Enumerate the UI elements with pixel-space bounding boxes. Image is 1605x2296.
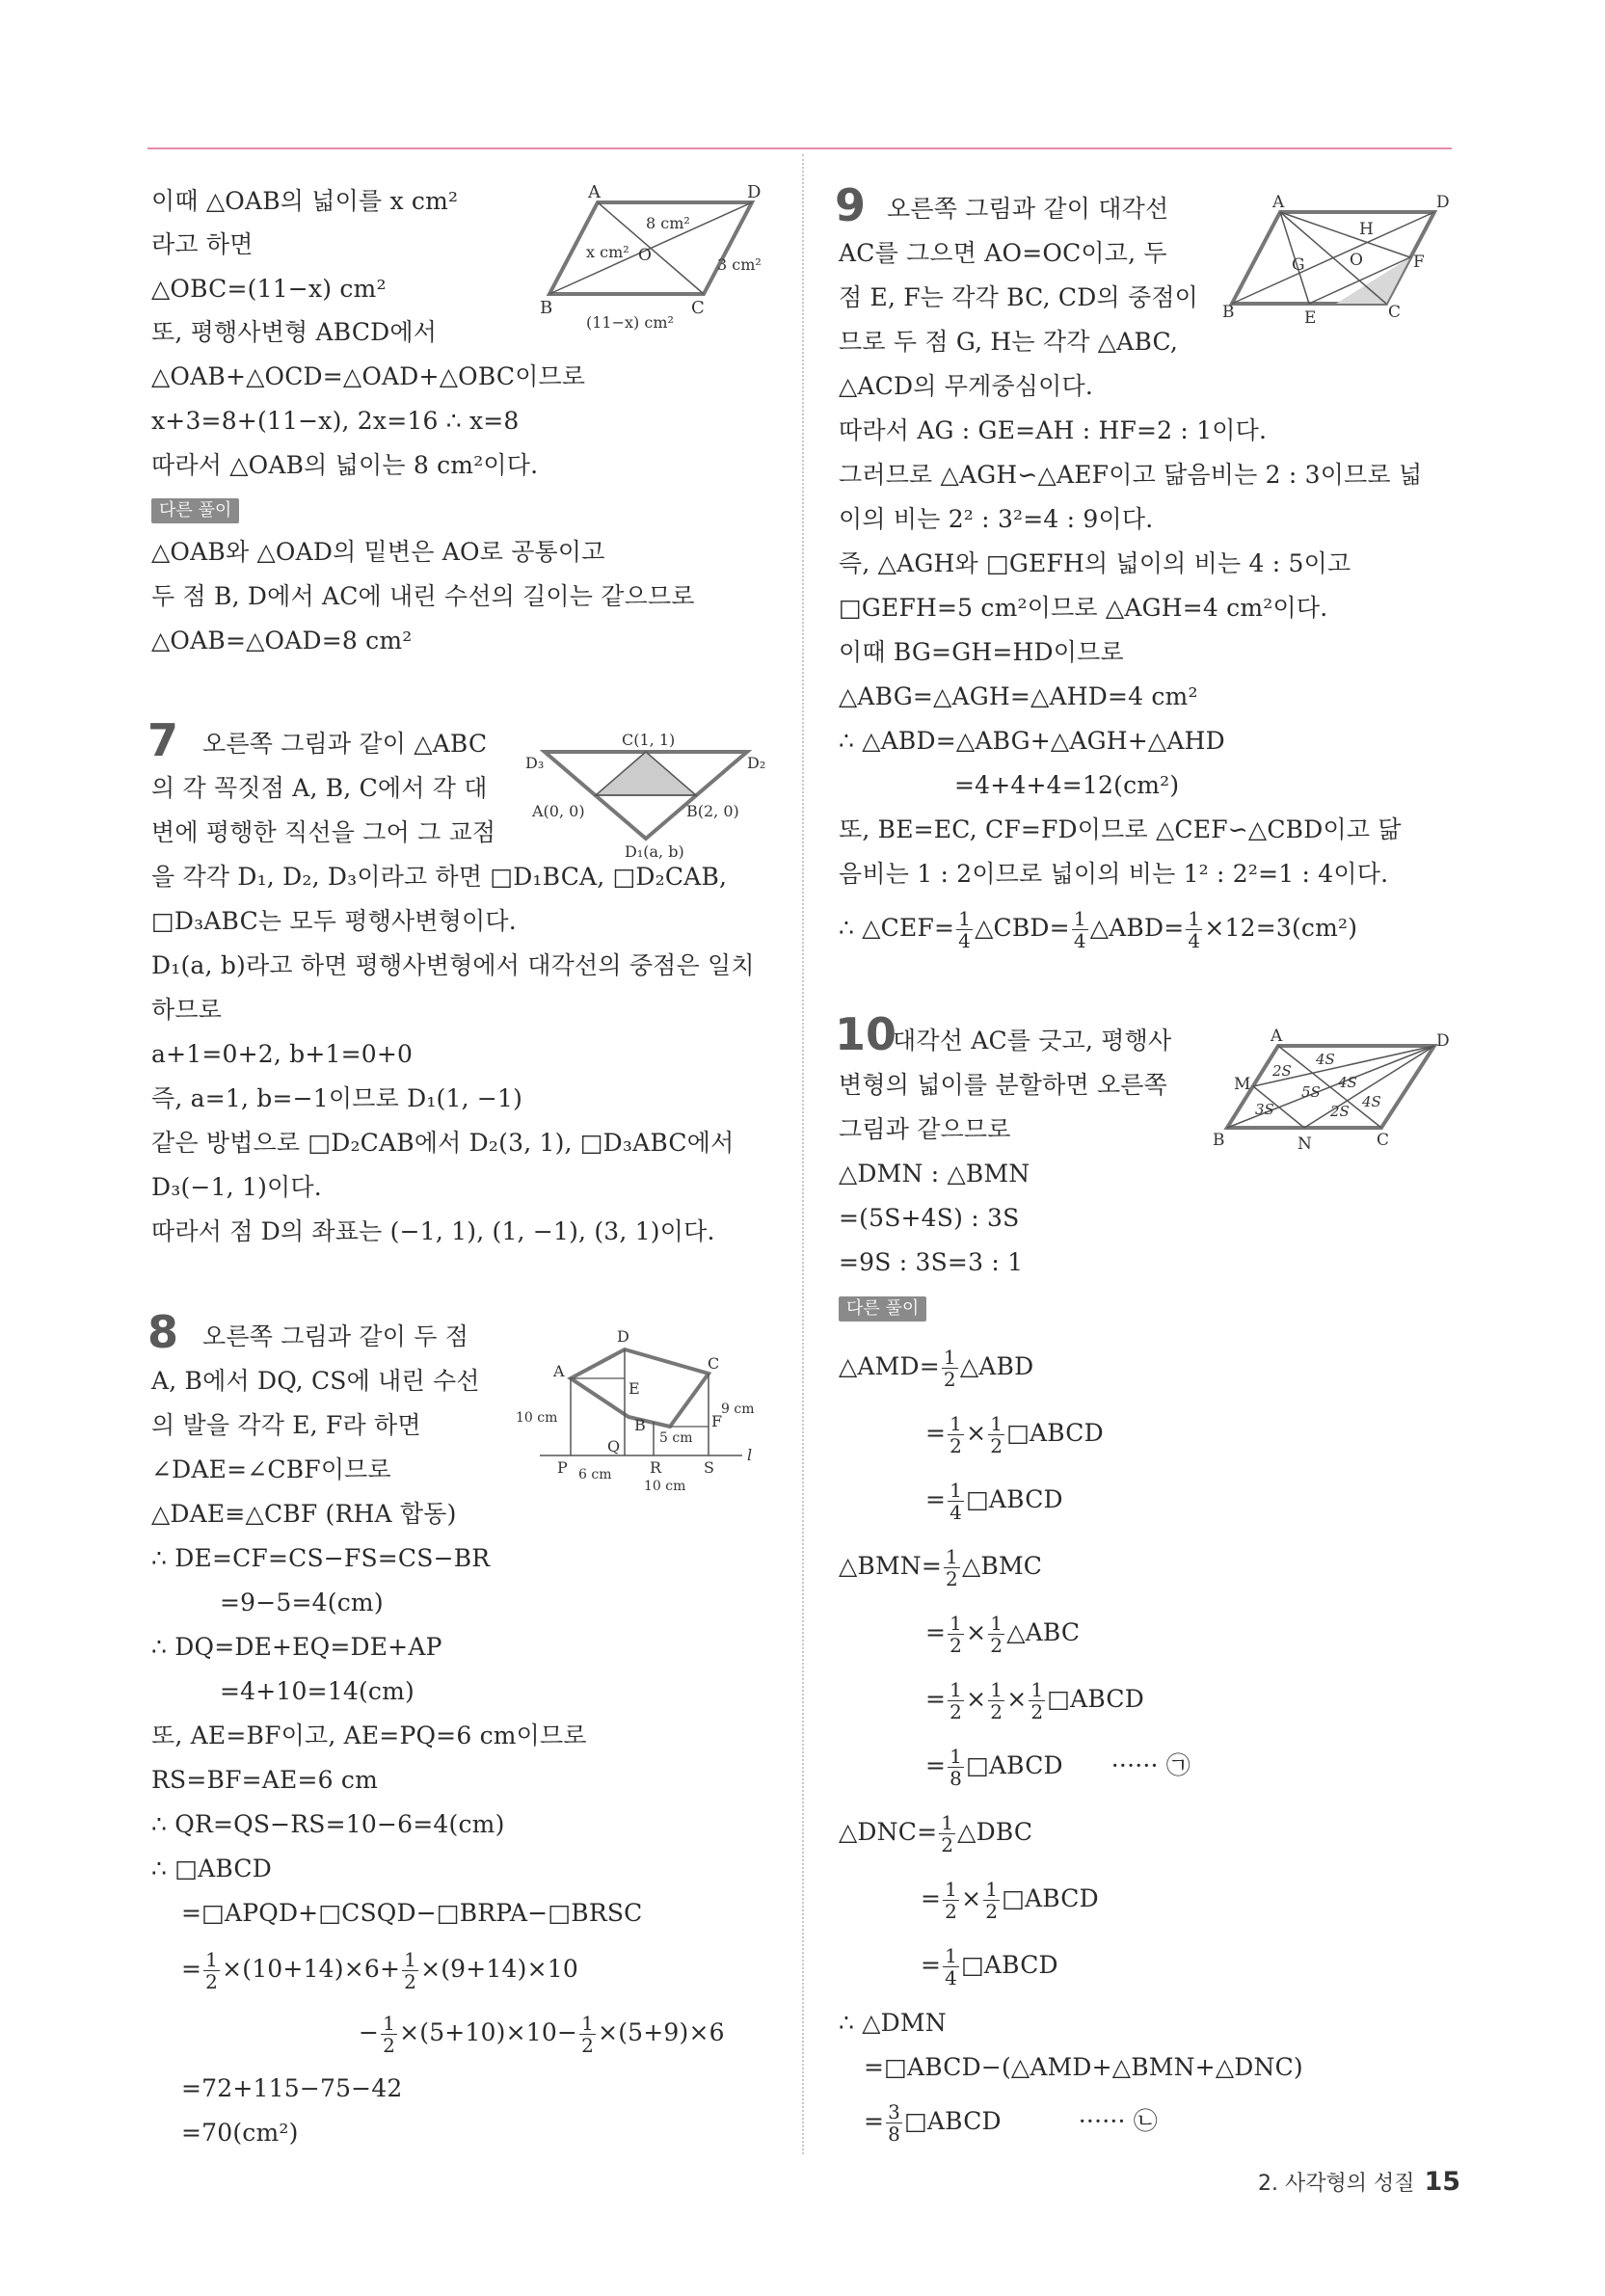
label-O: O — [638, 246, 652, 265]
text-line: 따라서 △OAB의 넓이는 8 cm²이다. — [151, 451, 539, 479]
text-line: ∴ □ABCD — [151, 1855, 272, 1882]
label-A: A — [1271, 1027, 1283, 1046]
text-line: △ABG=△AGH=△AHD=4 cm² — [839, 682, 1198, 710]
text-line: 변에 평행한 직선을 그어 그 교점 — [151, 818, 496, 846]
text-line: =9−5=4(cm) — [220, 1589, 384, 1616]
area-label: 2S — [1330, 1103, 1350, 1120]
page-number: 15 — [1424, 2167, 1461, 2197]
text-line: AC를 그으면 AO=OC이고, 두 — [839, 239, 1167, 267]
text-line: 의 발을 각각 E, F라 하면 — [151, 1411, 421, 1439]
measure-label: 9 cm — [721, 1402, 755, 1417]
area-label: 5S — [1301, 1083, 1321, 1101]
label-R: R — [650, 1458, 662, 1477]
label-A: A — [588, 183, 601, 202]
label-B: B — [1213, 1131, 1225, 1150]
text-line: 므로 두 점 G, H는 각각 △ABC, — [839, 328, 1179, 356]
label-A: A(0, 0) — [532, 802, 585, 820]
text-line: D₃(−1, 1)이다. — [151, 1173, 322, 1201]
label-D: D — [617, 1327, 629, 1346]
label-P: P — [557, 1458, 568, 1477]
problem-number-9: 9 — [835, 179, 867, 231]
text-line: 의 각 꼭짓점 A, B, C에서 각 대 — [151, 774, 488, 802]
label-A: A — [553, 1362, 565, 1380]
page-footer — [1258, 2167, 1460, 2197]
equation-line: = $\frac{1}{2}$ × $\frac{1}{2}$ □ABCD — [921, 1878, 1099, 1923]
area-label: 4S — [1338, 1074, 1357, 1091]
problem-number-7: 7 — [147, 714, 179, 766]
label-B: B(2, 0) — [686, 802, 739, 820]
label-C: C — [708, 1354, 720, 1373]
text-line: △ACD의 무게중심이다. — [839, 372, 1093, 400]
area-label: 4S — [1316, 1051, 1335, 1068]
label-D2: D₂ — [747, 754, 766, 772]
figure-quadrilateral-on-line — [511, 1321, 771, 1513]
measure-label: 6 cm — [578, 1467, 612, 1482]
area-label: 3 cm² — [717, 255, 762, 274]
text-line: 이의 비는 2² : 3²=4 : 9이다. — [839, 505, 1154, 533]
label-B: B — [634, 1416, 646, 1434]
area-label: 2S — [1272, 1062, 1292, 1080]
label-Q: Q — [607, 1437, 621, 1455]
label-D1: D₁(a, b) — [625, 842, 684, 861]
text-line: 오른쪽 그림과 같이 대각선 — [887, 195, 1169, 223]
label-C: C — [1388, 303, 1402, 322]
text-line: =9S : 3S=3 : 1 — [839, 1248, 1024, 1276]
text-line: 또, 평행사변형 ABCD에서 — [151, 318, 438, 346]
label-B: B — [540, 298, 553, 318]
text-line: 라고 하면 — [151, 230, 254, 258]
equation-line: = $\frac{1}{2}$ × $\frac{1}{2}$ △ABC — [925, 1612, 1081, 1657]
area-label: 8 cm² — [646, 214, 690, 232]
figure-parallelogram-areas — [1213, 1022, 1454, 1157]
text-line: 같은 방법으로 □D₂CAB에서 D₂(3, 1), □D₃ABC에서 — [151, 1129, 735, 1157]
text-line: △DMN : △BMN — [839, 1160, 1030, 1188]
label-F: F — [711, 1412, 723, 1430]
equation-line: = $\frac{1}{2}$ ×(10+14)×6+ $\frac{1}{2}$ ×(9+14)×10 — [181, 1948, 578, 1993]
label-M: M — [1234, 1075, 1251, 1094]
text-line: 이때 BG=GH=HD이므로 — [839, 638, 1124, 666]
text-line: 대각선 AC를 긋고, 평행사 — [893, 1027, 1172, 1055]
area-label: x cm² — [586, 243, 629, 261]
text-line: 즉, a=1, b=−1이므로 D₁(1, −1) — [151, 1084, 523, 1112]
label-E: E — [629, 1379, 640, 1398]
area-label: 3S — [1255, 1101, 1274, 1118]
figure-triangle-abc — [521, 728, 771, 863]
text-line: ∴ QR=QS−RS=10−6=4(cm) — [151, 1810, 505, 1838]
text-line: ∴ △ABD=△ABG+△AGH+△AHD — [839, 727, 1225, 755]
measure-label: 10 cm — [516, 1410, 558, 1426]
header-rule — [147, 147, 1452, 149]
measure-label: 5 cm — [659, 1430, 693, 1446]
text-line: 변형의 넓이를 분할하면 오른쪽 — [839, 1071, 1167, 1099]
label-A: A — [1272, 193, 1285, 212]
label-D: D — [747, 183, 762, 202]
text-line: ∠DAE=∠CBF이므로 — [151, 1455, 391, 1483]
text-line: =4+4+4=12(cm²) — [954, 771, 1180, 799]
text-line: 을 각각 D₁, D₂, D₃이라고 하면 □D₁BCA, □D₂CAB, — [151, 863, 728, 891]
label-B: B — [1222, 303, 1235, 322]
equation-line: = $\frac{1}{2}$ × $\frac{1}{2}$ □ABCD — [925, 1412, 1104, 1457]
text-line: =□APQD+□CSQD−□BRPA−□BRSC — [181, 1899, 643, 1927]
text-line: 따라서 점 D의 좌표는 (−1, 1), (1, −1), (3, 1)이다. — [151, 1217, 715, 1245]
label-F: F — [1413, 253, 1425, 272]
chapter-title: 2. 사각형의 성질 — [1258, 2172, 1415, 2196]
equation-line: = $\frac{1}{4}$ □ABCD — [925, 1479, 1063, 1524]
text-line: =(5S+4S) : 3S — [839, 1204, 1020, 1232]
text-line: △OBC=(11−x) cm² — [151, 275, 387, 303]
text-line: a+1=0+2, b+1=0+0 — [151, 1040, 414, 1068]
equation-line: = $\frac{1}{2}$ × $\frac{1}{2}$ × $\frac{1}{2}$ □ABCD — [925, 1678, 1144, 1723]
column-divider — [802, 154, 804, 2154]
area-label: (11−x) cm² — [586, 313, 674, 332]
label-G: G — [1292, 255, 1305, 275]
text-line: 즉, △AGH와 □GEFH의 넓이의 비는 4 : 5이고 — [839, 549, 1351, 577]
text-line: 따라서 AG : GE=AH : HF=2 : 1이다. — [839, 416, 1268, 444]
problem-number-8: 8 — [147, 1306, 179, 1358]
alt-solution-tag: 다른 풀이 — [839, 1296, 926, 1322]
equation-line: △BMN= $\frac{1}{2}$ △BMC — [839, 1545, 1043, 1590]
figure-parallelogram-centroids — [1222, 188, 1454, 333]
label-C: C — [691, 298, 705, 318]
label-O: O — [1350, 251, 1363, 270]
text-line: 또, BE=EC, CF=FD이므로 △CEF∽△CBD이고 닮 — [839, 815, 1402, 843]
label-C: C — [1377, 1131, 1390, 1150]
text-line: △OAB+△OCD=△OAD+△OBC이므로 — [151, 362, 586, 390]
text-line: 오른쪽 그림과 같이 △ABC — [202, 730, 488, 758]
equation-line: = $\frac{1}{8}$ □ABCD ······ ㉠ — [925, 1745, 1191, 1790]
text-line: =70(cm²) — [181, 2119, 299, 2147]
text-line: ∴ DE=CF=CS−FS=CS−BR — [151, 1544, 491, 1572]
text-line: 그림과 같으므로 — [839, 1115, 1011, 1143]
alt-solution-tag: 다른 풀이 — [151, 498, 239, 523]
text-line: A, B에서 DQ, CS에 내린 수선 — [151, 1367, 480, 1395]
label-H: H — [1359, 220, 1374, 239]
text-line: 음비는 1 : 2이므로 넓이의 비는 1² : 2²=1 : 4이다. — [839, 860, 1389, 888]
equation-line: − $\frac{1}{2}$ ×(5+10)×10− $\frac{1}{2}$ ×(5+9)×6 — [359, 2012, 725, 2057]
equation-line: △AMD= $\frac{1}{2}$ △ABD — [839, 1346, 1034, 1391]
label-C: C(1, 1) — [622, 731, 676, 749]
label-E: E — [1304, 308, 1317, 328]
measure-label: 10 cm — [644, 1479, 686, 1494]
text-line: 하므로 — [151, 996, 223, 1024]
label-D: D — [1436, 1031, 1450, 1051]
text-line: □GEFH=5 cm²이므로 △AGH=4 cm²이다. — [839, 594, 1328, 622]
text-line: 두 점 B, D에서 AC에 내린 수선의 길이는 같으므로 — [151, 582, 695, 610]
text-line: 점 E, F는 각각 BC, CD의 중점이 — [839, 283, 1199, 311]
text-line: ∴ DQ=DE+EQ=DE+AP — [151, 1633, 442, 1661]
text-line: =72+115−75−42 — [181, 2074, 403, 2102]
text-line: D₁(a, b)라고 하면 평행사변형에서 대각선의 중점은 일치 — [151, 951, 755, 979]
text-line: △OAB=△OAD=8 cm² — [151, 627, 413, 654]
text-line: △DAE≡△CBF (RHA 합동) — [151, 1500, 457, 1528]
equation-line: = $\frac{3}{8}$ □ABCD ······ ㉡ — [864, 2100, 1159, 2146]
equation-line: ∴ △CEF= $\frac{1}{4}$ △CBD= $\frac{1}{4}$ △ABD= $\frac{1}{4}$ ×12=3(cm²) — [839, 907, 1358, 952]
label-D3: D₃ — [525, 754, 545, 772]
text-line: ∴ △DMN — [839, 2009, 947, 2037]
text-line: 오른쪽 그림과 같이 두 점 — [202, 1322, 469, 1350]
label-N: N — [1297, 1135, 1312, 1154]
text-line: RS=BF=AE=6 cm — [151, 1766, 378, 1794]
text-line: 이때 △OAB의 넓이를 x cm² — [151, 187, 459, 215]
label-D: D — [1436, 193, 1450, 212]
text-line: 그러므로 △AGH∽△AEF이고 닮음비는 2 : 3이므로 넓 — [839, 461, 1423, 489]
area-label: 4S — [1362, 1093, 1381, 1110]
text-line: x+3=8+(11−x), 2x=16 ∴ x=8 — [151, 407, 520, 435]
text-line: =4+10=14(cm) — [220, 1677, 415, 1705]
equation-line: △DNC= $\frac{1}{2}$ △DBC — [839, 1811, 1033, 1856]
problem-number-10: 10 — [835, 1008, 897, 1060]
label-l: l — [747, 1446, 753, 1464]
text-line: □D₃ABC는 모두 평행사변형이다. — [151, 907, 517, 935]
text-line: △OAB와 △OAD의 밑변은 AO로 공통이고 — [151, 538, 605, 566]
text-line: 또, AE=BF이고, AE=PQ=6 cm이므로 — [151, 1722, 587, 1749]
label-S: S — [704, 1458, 714, 1477]
figure-parallelogram-oabd — [530, 183, 771, 337]
text-line: =□ABCD−(△AMD+△BMN+△DNC) — [864, 2053, 1303, 2081]
equation-line: = $\frac{1}{4}$ □ABCD — [921, 1944, 1058, 1989]
